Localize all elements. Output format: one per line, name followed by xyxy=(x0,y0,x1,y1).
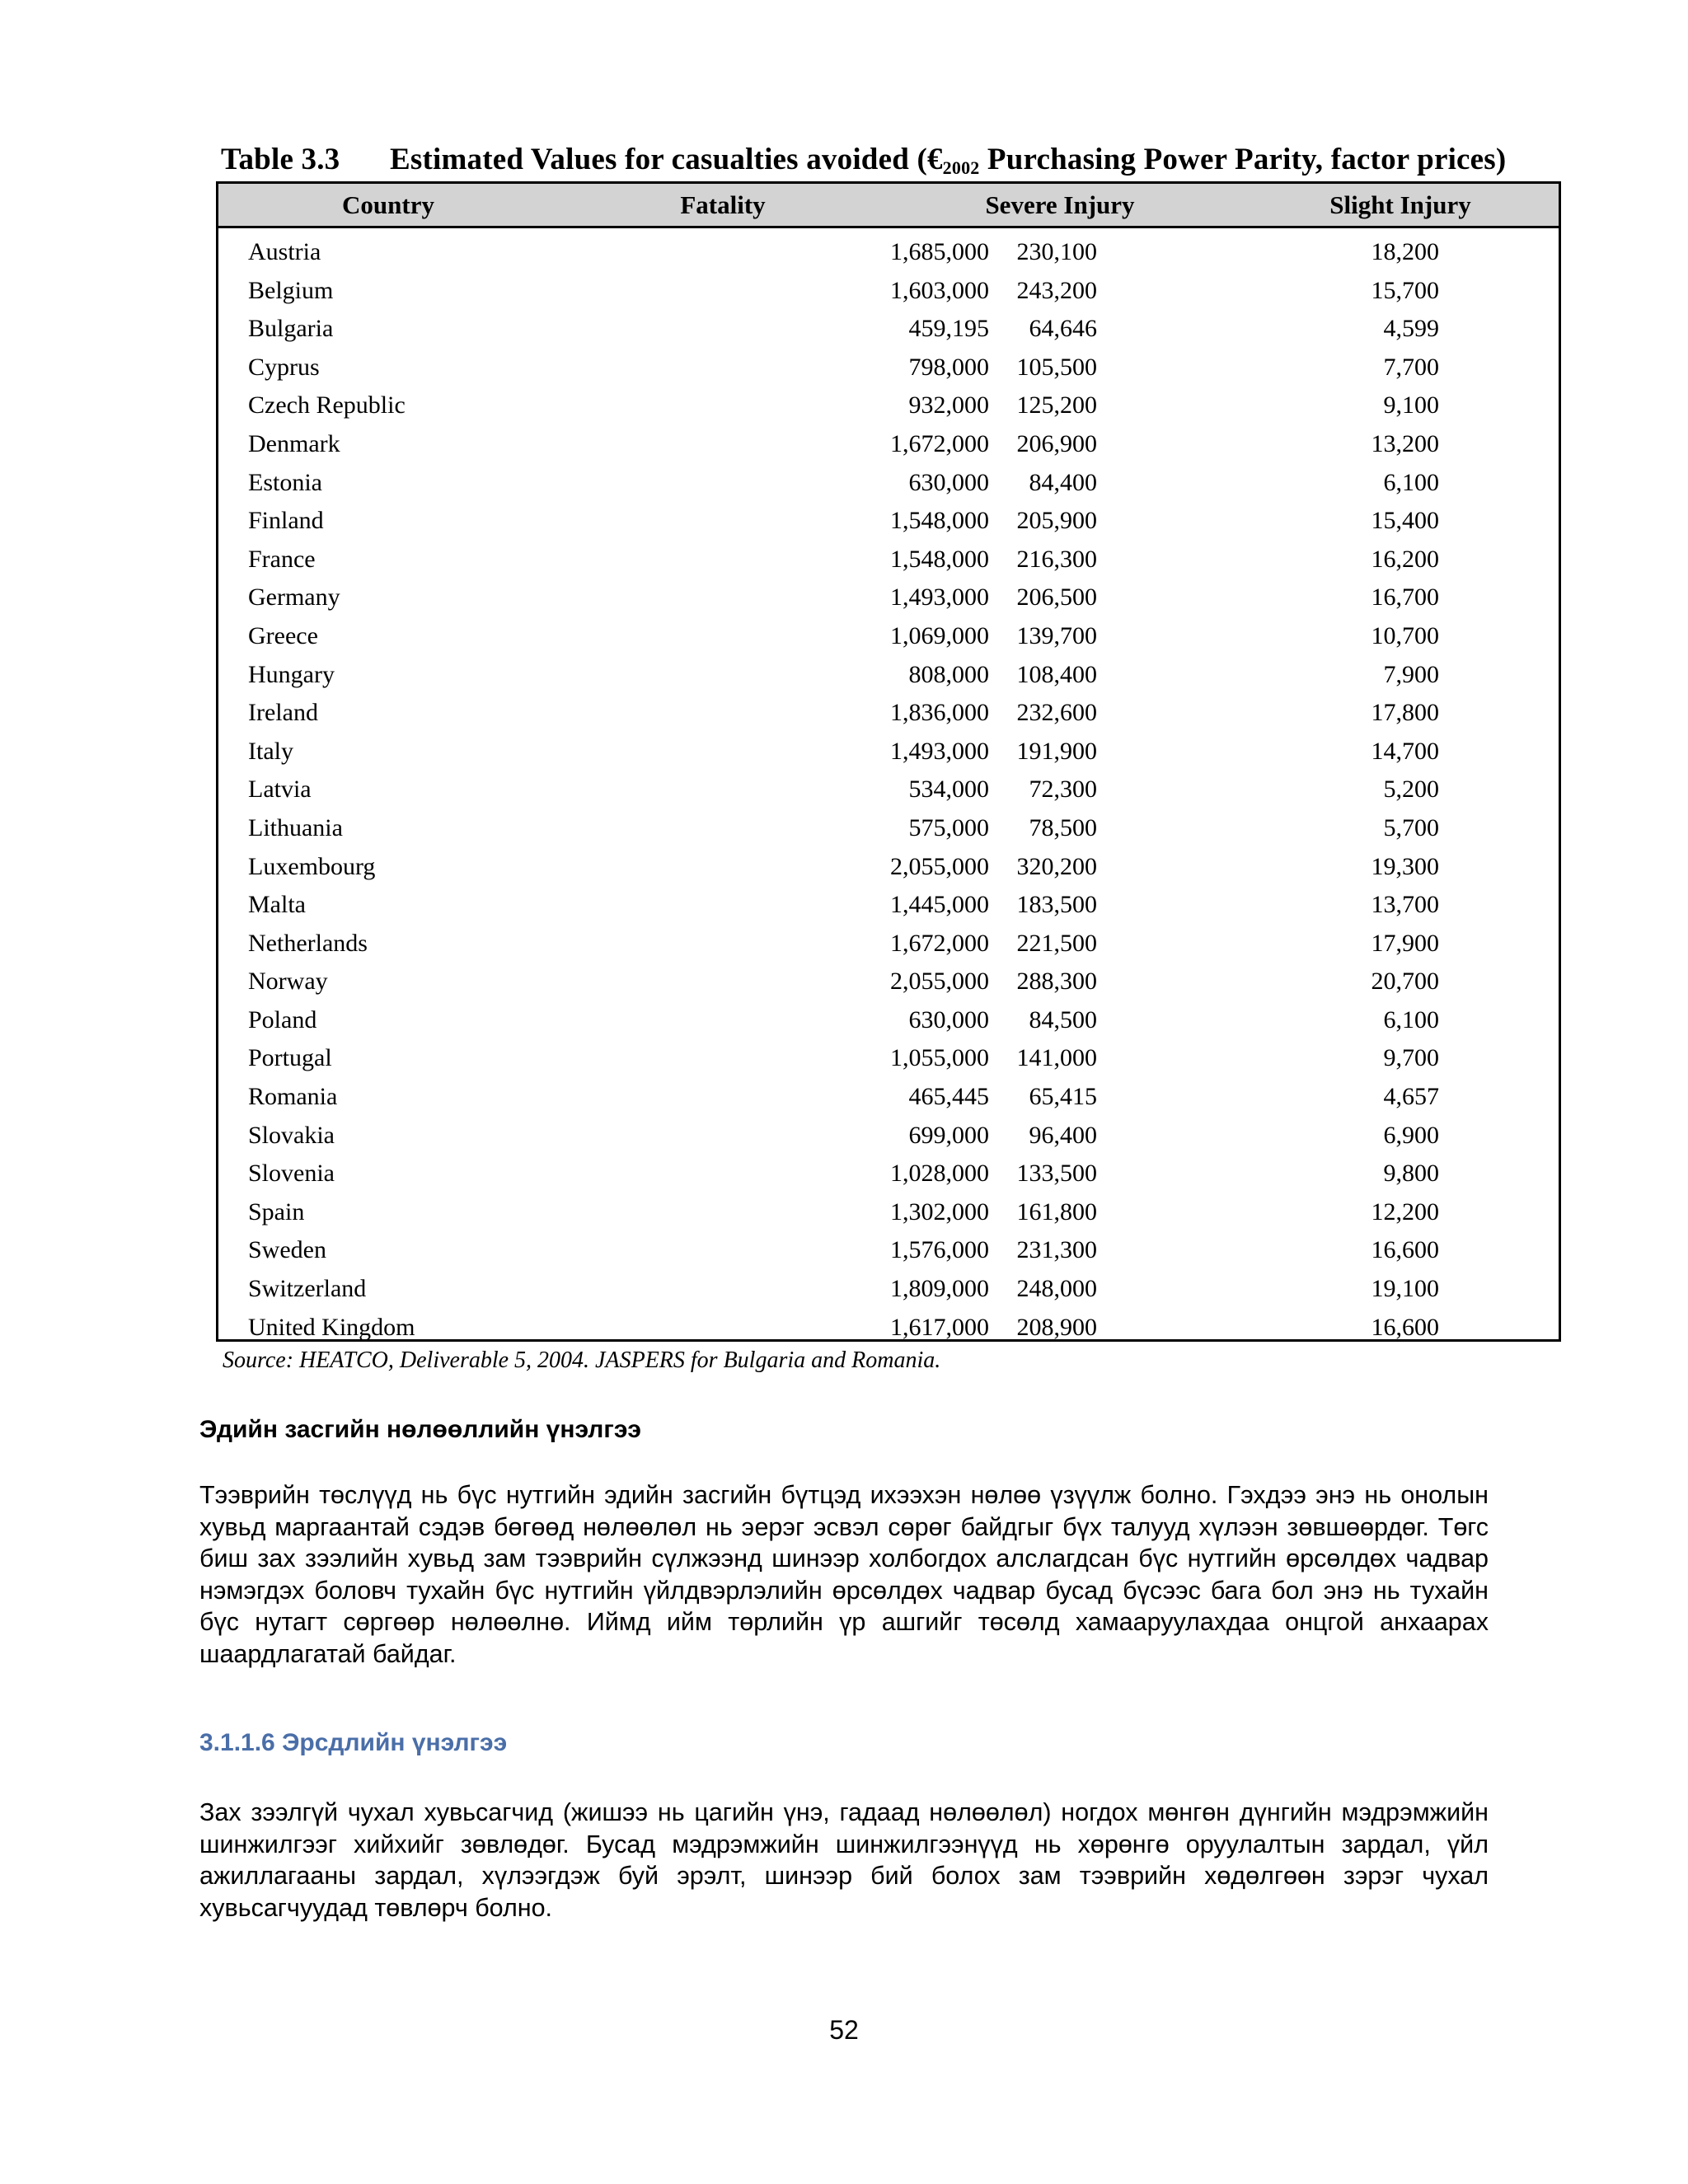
fatality-cell: 2,055,000 xyxy=(890,852,989,880)
severe-injury-cell: 288,300 xyxy=(1016,968,1097,996)
fatality-cell: 630,000 xyxy=(908,1005,989,1033)
table-header xyxy=(218,184,1559,228)
table-row xyxy=(218,235,1559,274)
slight-injury-cell: 4,599 xyxy=(1383,315,1439,343)
fatality-cell: 1,493,000 xyxy=(890,737,989,765)
country-cell: Czech Republic xyxy=(248,391,406,419)
country-cell: Netherlands xyxy=(248,929,368,957)
section-heading-economic-impact: Эдийн засгийн нөлөөллийн үнэлгээ xyxy=(199,1416,641,1443)
country-cell: Switzerland xyxy=(248,1275,367,1303)
column-header-slight-injury: Slight Injury xyxy=(1329,190,1471,219)
country-cell: Bulgaria xyxy=(248,315,334,343)
severe-injury-cell: 141,000 xyxy=(1016,1044,1097,1072)
fatality-cell: 1,603,000 xyxy=(890,276,989,304)
table-row xyxy=(218,1156,1559,1195)
fatality-cell: 534,000 xyxy=(908,776,989,804)
severe-injury-cell: 96,400 xyxy=(1029,1121,1097,1149)
slight-injury-cell: 5,700 xyxy=(1383,813,1439,841)
severe-injury-cell: 78,500 xyxy=(1029,813,1097,841)
paragraph-economic-impact: Тээврийн төслүүд нь бүс нутгийн эдийн засгийн бүтцэд ихээхэн нөлөө үзүүлж болно. Гэхдээ энэ нь онолын хувьд маргаантай сэдэв бөгөөд нөлөөлөл нь эерэг эсвэл сөрөг байдгыг бүх талууд хүлээн зөвшөөрдөг. Төгс биш зах зээлийн хувьд зам тээврийн сүлжээнд шинээр холбогдох алслагдсан бүс нутгийн өрсөлдөх чадвар нэмэгдэх боловч тухайн бүс нутгийн үйлдвэрлэлийн өрсөлдөх чадвар бусад бүсээс бага бол энэ нь тухайн бүс нутагт сөргөөр нөлөөлнө. Иймд ийм төрлийн үр ашгийг төсөлд хамааруулахдаа онцгой анхаарах шаардлагатай байдаг. xyxy=(199,1481,1489,1668)
casualties-table xyxy=(216,181,1561,1342)
severe-injury-cell: 64,646 xyxy=(1029,315,1097,343)
table-row xyxy=(218,1310,1559,1349)
fatality-cell: 1,576,000 xyxy=(890,1236,989,1264)
fatality-cell: 1,672,000 xyxy=(890,929,989,957)
table-row xyxy=(218,772,1559,811)
slight-injury-cell: 7,900 xyxy=(1383,660,1439,688)
severe-injury-cell: 206,900 xyxy=(1016,429,1097,457)
country-cell: Italy xyxy=(248,737,293,765)
paragraph-risk-assessment: Зах зээлгүй чухал хувьсагчид (жишээ нь цагийн үнэ, гадаад нөлөөлөл) ногдох мөнгөн дүнгийн мэдрэмжийн шинжилгээг хийхийг зөвлөдөг. Бусад мэдрэмжийн шинжилгээнүүд нь хөрөнгө оруулалтын зардал, үйл ажиллагааны зардал, хүлээгдэж буй эрэлт, шинээр бий болох зам тээврийн хөдөлгөөн зэрэг чухал хувьсагчуудад төвлөрч болно. xyxy=(199,1798,1489,1922)
slight-injury-cell: 6,100 xyxy=(1383,1005,1439,1033)
table-row xyxy=(218,1272,1559,1310)
fatality-cell: 1,055,000 xyxy=(890,1044,989,1072)
fatality-cell: 932,000 xyxy=(908,391,989,419)
country-cell: Germany xyxy=(248,583,340,612)
table-row xyxy=(218,734,1559,773)
severe-injury-cell: 231,300 xyxy=(1016,1236,1097,1264)
severe-injury-cell: 183,500 xyxy=(1016,891,1097,919)
severe-injury-cell: 108,400 xyxy=(1016,660,1097,688)
fatality-cell: 1,069,000 xyxy=(890,621,989,649)
table-row xyxy=(218,350,1559,389)
country-cell: Estonia xyxy=(248,468,322,496)
country-cell: Norway xyxy=(248,968,328,996)
severe-injury-cell: 139,700 xyxy=(1016,621,1097,649)
severe-injury-cell: 320,200 xyxy=(1016,852,1097,880)
fatality-cell: 1,445,000 xyxy=(890,891,989,919)
table-row xyxy=(218,658,1559,696)
fatality-cell: 1,028,000 xyxy=(890,1160,989,1188)
table-row xyxy=(218,427,1559,466)
severe-injury-cell: 84,400 xyxy=(1029,468,1097,496)
table-row xyxy=(218,1118,1559,1157)
column-header-severe-injury: Severe Injury xyxy=(985,190,1135,219)
table-title-rest: Purchasing Power Parity, factor prices) xyxy=(979,143,1507,176)
country-cell: United Kingdom xyxy=(248,1313,415,1341)
country-cell: Spain xyxy=(248,1197,305,1226)
slight-injury-cell: 15,700 xyxy=(1371,276,1439,304)
slight-injury-cell: 4,657 xyxy=(1383,1083,1439,1111)
table-row xyxy=(218,1003,1559,1042)
table-row xyxy=(218,1041,1559,1080)
fatality-cell: 699,000 xyxy=(908,1121,989,1149)
fatality-cell: 1,548,000 xyxy=(890,507,989,535)
fatality-cell: 575,000 xyxy=(908,813,989,841)
table-row xyxy=(218,964,1559,1003)
table-number: Table 3.3 xyxy=(221,143,340,176)
severe-injury-cell: 133,500 xyxy=(1016,1160,1097,1188)
country-cell: Greece xyxy=(248,621,318,649)
table-title xyxy=(221,142,1506,177)
country-cell: Slovenia xyxy=(248,1160,335,1188)
country-cell: Latvia xyxy=(248,776,312,804)
country-cell: Hungary xyxy=(248,660,335,688)
severe-injury-cell: 216,300 xyxy=(1016,545,1097,573)
country-cell: France xyxy=(248,545,316,573)
table-row xyxy=(218,811,1559,850)
table-row xyxy=(218,850,1559,888)
slight-injury-cell: 13,700 xyxy=(1371,891,1439,919)
section-heading-risk-assessment: 3.1.1.6 Эрсдлийн үнэлгээ xyxy=(199,1729,508,1756)
country-cell: Belgium xyxy=(248,276,334,304)
column-header-country: Country xyxy=(342,190,434,219)
table-row xyxy=(218,388,1559,427)
slight-injury-cell: 12,200 xyxy=(1371,1197,1439,1226)
fatality-cell: 630,000 xyxy=(908,468,989,496)
slight-injury-cell: 16,700 xyxy=(1371,583,1439,612)
severe-injury-cell: 161,800 xyxy=(1016,1197,1097,1226)
slight-injury-cell: 10,700 xyxy=(1371,621,1439,649)
table-title-text: Estimated Values for casualties avoided (€ xyxy=(390,143,943,176)
country-cell: Luxembourg xyxy=(248,852,376,880)
country-cell: Slovakia xyxy=(248,1121,335,1149)
severe-injury-cell: 72,300 xyxy=(1029,776,1097,804)
table-source: Source: HEATCO, Deliverable 5, 2004. JASPERS for Bulgaria and Romania. xyxy=(223,1347,941,1373)
severe-injury-cell: 191,900 xyxy=(1016,737,1097,765)
fatality-cell: 808,000 xyxy=(908,660,989,688)
severe-injury-cell: 205,900 xyxy=(1016,507,1097,535)
slight-injury-cell: 6,100 xyxy=(1383,468,1439,496)
country-cell: Poland xyxy=(248,1005,317,1033)
table-row xyxy=(218,504,1559,542)
slight-injury-cell: 19,100 xyxy=(1371,1275,1439,1303)
slight-injury-cell: 9,800 xyxy=(1383,1160,1439,1188)
table-row xyxy=(218,1233,1559,1272)
fatality-cell: 1,302,000 xyxy=(890,1197,989,1226)
country-cell: Ireland xyxy=(248,699,318,727)
table-row xyxy=(218,1080,1559,1118)
country-cell: Cyprus xyxy=(248,353,320,381)
slight-injury-cell: 5,200 xyxy=(1383,776,1439,804)
slight-injury-cell: 16,200 xyxy=(1371,545,1439,573)
table-row xyxy=(218,1195,1559,1234)
slight-injury-cell: 13,200 xyxy=(1371,429,1439,457)
country-cell: Denmark xyxy=(248,429,340,457)
severe-injury-cell: 206,500 xyxy=(1016,583,1097,612)
country-cell: Romania xyxy=(248,1083,338,1111)
country-cell: Lithuania xyxy=(248,813,343,841)
fatality-cell: 1,548,000 xyxy=(890,545,989,573)
table-row xyxy=(218,542,1559,581)
page-number: 52 xyxy=(829,2015,859,2045)
country-cell: Austria xyxy=(248,238,321,265)
table-row xyxy=(218,312,1559,350)
severe-injury-cell: 221,500 xyxy=(1016,929,1097,957)
table-row xyxy=(218,888,1559,926)
slight-injury-cell: 16,600 xyxy=(1371,1313,1439,1341)
severe-injury-cell: 84,500 xyxy=(1029,1005,1097,1033)
slight-injury-cell: 18,200 xyxy=(1371,238,1439,265)
fatality-cell: 465,445 xyxy=(908,1083,989,1111)
severe-injury-cell: 248,000 xyxy=(1016,1275,1097,1303)
slight-injury-cell: 9,700 xyxy=(1383,1044,1439,1072)
severe-injury-cell: 105,500 xyxy=(1016,353,1097,381)
slight-injury-cell: 20,700 xyxy=(1371,968,1439,996)
country-cell: Finland xyxy=(248,507,324,535)
slight-injury-cell: 16,600 xyxy=(1371,1236,1439,1264)
table-row xyxy=(218,696,1559,734)
slight-injury-cell: 6,900 xyxy=(1383,1121,1439,1149)
fatality-cell: 1,617,000 xyxy=(890,1313,989,1341)
fatality-cell: 1,809,000 xyxy=(890,1275,989,1303)
fatality-cell: 459,195 xyxy=(908,315,989,343)
severe-injury-cell: 232,600 xyxy=(1016,699,1097,727)
fatality-cell: 1,672,000 xyxy=(890,429,989,457)
country-cell: Malta xyxy=(248,891,306,919)
slight-injury-cell: 17,800 xyxy=(1371,699,1439,727)
slight-injury-cell: 7,700 xyxy=(1383,353,1439,381)
fatality-cell: 1,836,000 xyxy=(890,699,989,727)
severe-injury-cell: 243,200 xyxy=(1016,276,1097,304)
severe-injury-cell: 65,415 xyxy=(1029,1083,1097,1111)
slight-injury-cell: 14,700 xyxy=(1371,737,1439,765)
table-title-year: 2002 xyxy=(942,157,980,178)
severe-injury-cell: 125,200 xyxy=(1016,391,1097,419)
slight-injury-cell: 15,400 xyxy=(1371,507,1439,535)
fatality-cell: 1,685,000 xyxy=(890,238,989,265)
fatality-cell: 1,493,000 xyxy=(890,583,989,612)
table-row xyxy=(218,619,1559,658)
country-cell: Portugal xyxy=(248,1044,332,1072)
fatality-cell: 798,000 xyxy=(908,353,989,381)
slight-injury-cell: 17,900 xyxy=(1371,929,1439,957)
table-row xyxy=(218,466,1559,504)
table-row xyxy=(218,580,1559,619)
table-row xyxy=(218,274,1559,312)
slight-injury-cell: 19,300 xyxy=(1371,852,1439,880)
column-header-fatality: Fatality xyxy=(680,190,766,219)
severe-injury-cell: 230,100 xyxy=(1016,238,1097,265)
slight-injury-cell: 9,100 xyxy=(1383,391,1439,419)
table-row xyxy=(218,926,1559,965)
country-cell: Sweden xyxy=(248,1236,326,1264)
table-body xyxy=(218,235,1559,1348)
fatality-cell: 2,055,000 xyxy=(890,968,989,996)
severe-injury-cell: 208,900 xyxy=(1016,1313,1097,1341)
